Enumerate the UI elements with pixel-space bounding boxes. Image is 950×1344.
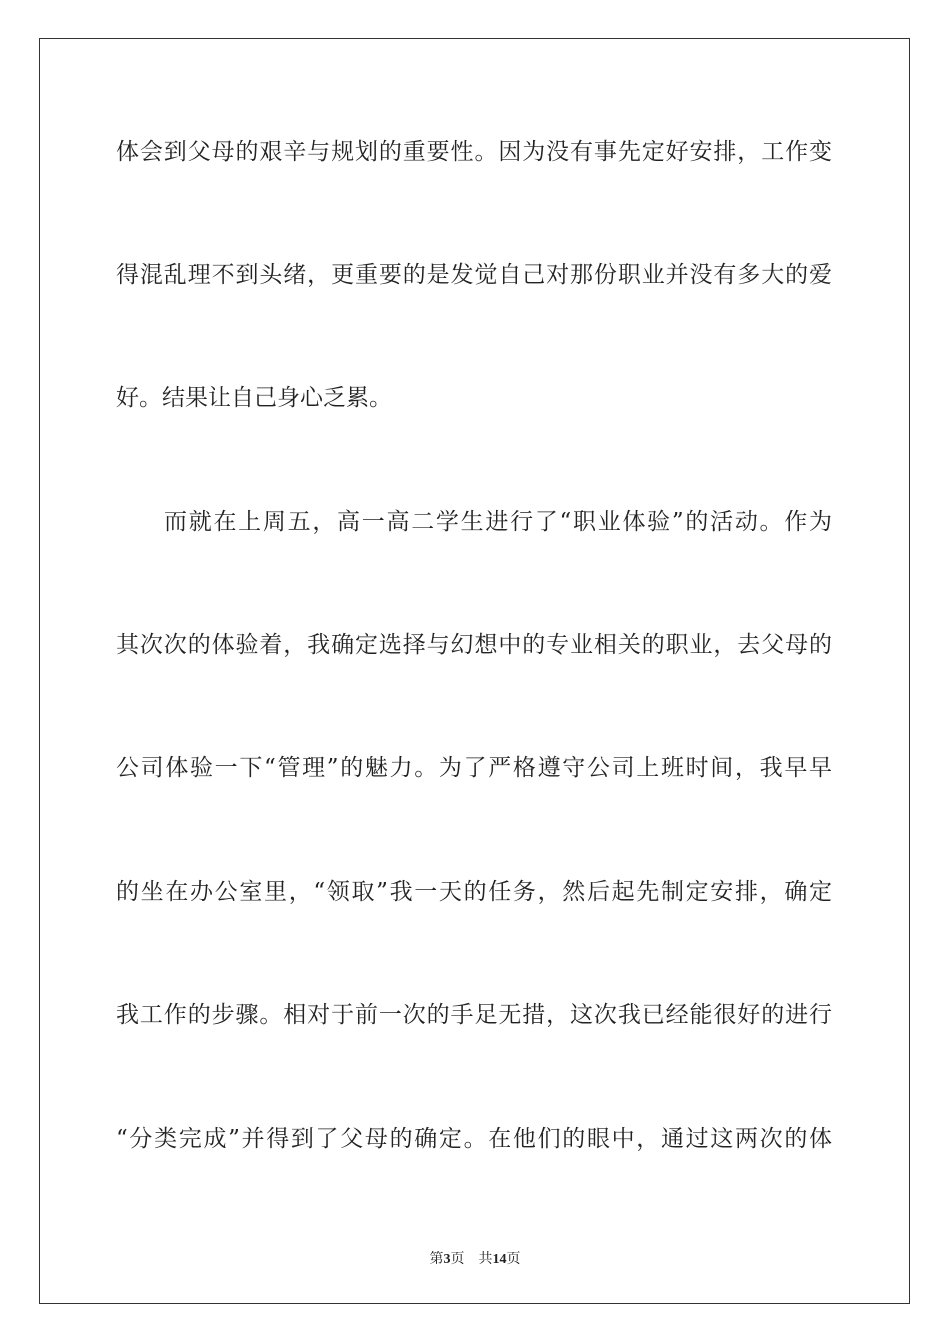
body-text-line-7: 的坐在办公室里，“领取”我一天的任务，然后起先制定安排，确定 <box>116 879 832 905</box>
footer-total-prefix: 共 <box>478 1252 493 1267</box>
body-text-line-5: 其次次的体验着，我确定选择与幻想中的专业相关的职业，去父母的 <box>116 632 832 658</box>
body-text-line-3: 好。结果让自己身心乏累。 <box>116 385 392 411</box>
page-footer <box>0 1248 950 1268</box>
body-text-line-4: 而就在上周五，高一高二学生进行了“职业体验”的活动。作为 <box>164 509 832 535</box>
body-text-line-2: 得混乱理不到头绪，更重要的是发觉自己对那份职业并没有多大的爱 <box>116 262 832 288</box>
footer-page-prefix: 第 <box>429 1252 444 1267</box>
page-border <box>39 38 910 1304</box>
body-text-line-9: “分类完成”并得到了父母的确定。在他们的眼中，通过这两次的体 <box>116 1126 832 1152</box>
body-text-line-1: 体会到父母的艰辛与规划的重要性。因为没有事先定好安排，工作变 <box>116 139 832 165</box>
footer-total-number: 14 <box>492 1252 507 1267</box>
footer-page-number: 3 <box>443 1252 451 1267</box>
body-text-line-8: 我工作的步骤。相对于前一次的手足无措，这次我已经能很好的进行 <box>116 1002 832 1028</box>
body-text-line-6: 公司体验一下“管理”的魅力。为了严格遵守公司上班时间，我早早 <box>116 755 832 781</box>
footer-page-suffix: 页 <box>450 1252 465 1267</box>
footer-total-suffix: 页 <box>506 1252 521 1267</box>
